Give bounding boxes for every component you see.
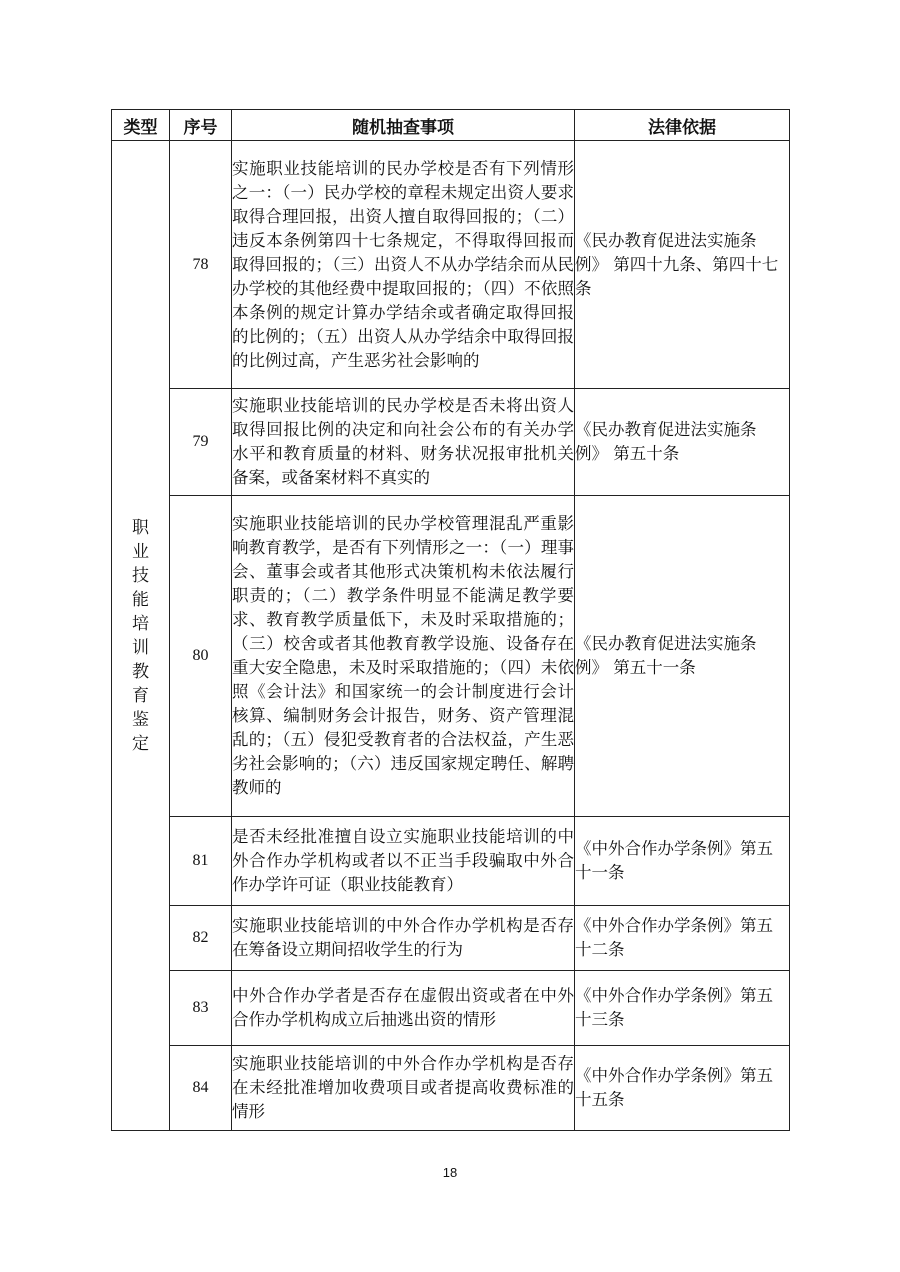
law-cell: 《民办教育促进法实施条例》 第四十九条、第四十七条	[575, 141, 790, 389]
item-cell: 实施职业技能培训的民办学校是否未将出资人取得回报比例的决定和向社会公布的有关办学水平和教育质量的材料、财务状况报审批机关备案，或备案材料不真实的	[232, 389, 575, 496]
law-cell: 《中外合作办学条例》第五十一条	[575, 817, 790, 906]
table-row	[112, 906, 790, 971]
table-header-row	[112, 110, 790, 141]
seq-cell: 78	[170, 141, 232, 389]
seq-cell: 84	[170, 1046, 232, 1131]
header-seq: 序号	[170, 110, 232, 141]
page-number: 18	[442, 1165, 458, 1180]
law-cell: 《中外合作办学条例》第五十五条	[575, 1046, 790, 1131]
item-cell: 是否未经批准擅自设立实施职业技能培训的中外合作办学机构或者以不正当手段骗取中外合作办学许可证（职业技能教育）	[232, 817, 575, 906]
table-row	[112, 971, 790, 1046]
seq-cell: 80	[170, 496, 232, 817]
item-cell: 实施职业技能培训的中外合作办学机构是否存在筹备设立期间招收学生的行为	[232, 906, 575, 971]
table-row	[112, 817, 790, 906]
category-label: 职业技能培训教育鉴定	[132, 517, 149, 754]
item-cell: 实施职业技能培训的民办学校是否有下列情形之一：（一）民办学校的章程未规定出资人要求取得合理回报，出资人擅自取得回报的；（二）违反本条例第四十七条规定，不得取得回报而取得回报的；（三）出资人不从办学结余而从民办学校的其他经费中提取回报的；（四）不依照本条例的规定计算办学结余或者确定取得回报的比例的；（五）出资人从办学结余中取得回报的比例过高，产生恶劣社会影响的	[232, 141, 575, 389]
table-row	[112, 389, 790, 496]
law-cell: 《中外合作办学条例》第五十三条	[575, 971, 790, 1046]
law-cell: 《民办教育促进法实施条例》 第五十一条	[575, 496, 790, 817]
inspection-table	[111, 109, 790, 1131]
item-cell: 中外合作办学者是否存在虚假出资或者在中外合作办学机构成立后抽逃出资的情形	[232, 971, 575, 1046]
table-row	[112, 496, 790, 817]
item-cell: 实施职业技能培训的中外合作办学机构是否存在未经批准增加收费项目或者提高收费标准的情形	[232, 1046, 575, 1131]
law-cell: 《中外合作办学条例》第五十二条	[575, 906, 790, 971]
law-cell: 《民办教育促进法实施条例》 第五十条	[575, 389, 790, 496]
seq-cell: 79	[170, 389, 232, 496]
seq-cell: 82	[170, 906, 232, 971]
table-row	[112, 1046, 790, 1131]
seq-cell: 83	[170, 971, 232, 1046]
category-cell	[112, 141, 170, 1131]
table-row	[112, 141, 790, 389]
header-type: 类型	[112, 110, 170, 141]
header-item: 随机抽查事项	[232, 110, 575, 141]
header-law: 法律依据	[575, 110, 790, 141]
seq-cell: 81	[170, 817, 232, 906]
item-cell: 实施职业技能培训的民办学校管理混乱严重影响教育教学，是否有下列情形之一：（一）理事会、董事会或者其他形式决策机构未依法履行职责的；（二）教学条件明显不能满足教学要求、教育教学质量低下，未及时采取措施的；（三）校舍或者其他教育教学设施、设备存在重大安全隐患，未及时采取措施的；（四）未依照《会计法》和国家统一的会计制度进行会计核算、编制财务会计报告，财务、资产管理混乱的；（五）侵犯受教育者的合法权益，产生恶劣社会影响的；（六）违反国家规定聘任、解聘教师的	[232, 496, 575, 817]
